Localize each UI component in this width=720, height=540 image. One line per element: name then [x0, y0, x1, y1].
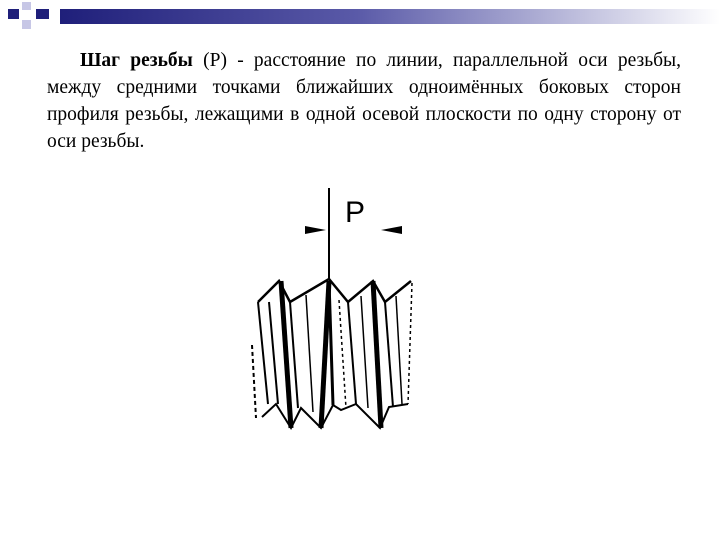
thread-flank: [290, 302, 298, 408]
thread-flank: [348, 302, 356, 404]
header-square-light: [22, 20, 31, 29]
thread-flank: [306, 295, 313, 412]
definition-paragraph: [47, 47, 681, 155]
definition-term: Шаг резьбы: [80, 50, 193, 71]
thread-flank: [396, 296, 402, 404]
thread-flank: [258, 302, 268, 404]
pitch-arrow-left: [305, 226, 326, 234]
thread-flank: [269, 302, 278, 404]
header-square-dark: [8, 9, 19, 19]
thread-flank: [329, 281, 333, 405]
thread-bottom-outline: [262, 404, 408, 428]
thread-drawing: [230, 185, 440, 435]
header-decoration: [0, 0, 720, 36]
thread-flank: [385, 302, 393, 407]
thread-hidden-flank: [408, 283, 412, 404]
thread-flank: [361, 296, 368, 408]
thread-flank-thick: [321, 281, 329, 428]
pitch-arrow-right: [381, 226, 402, 234]
thread-flank-thick: [373, 281, 381, 428]
definition-body: (P) - расстояние по линии, параллельной оси резьбы, между средними точками ближайших одноимённых боковых сторон профиля резьбы, лежащими в одной осевой плоскости по одну сторону от оси резьбы.: [47, 50, 681, 152]
thread-hidden-flank: [252, 345, 256, 418]
pitch-label: P: [345, 196, 366, 229]
header-square-light: [22, 2, 31, 10]
thread-pitch-diagram: [230, 185, 440, 435]
gradient-bar: [60, 9, 720, 24]
header-gradient-band: [0, 0, 720, 36]
header-square-dark: [36, 9, 49, 19]
thread-hidden-flank: [339, 300, 346, 408]
